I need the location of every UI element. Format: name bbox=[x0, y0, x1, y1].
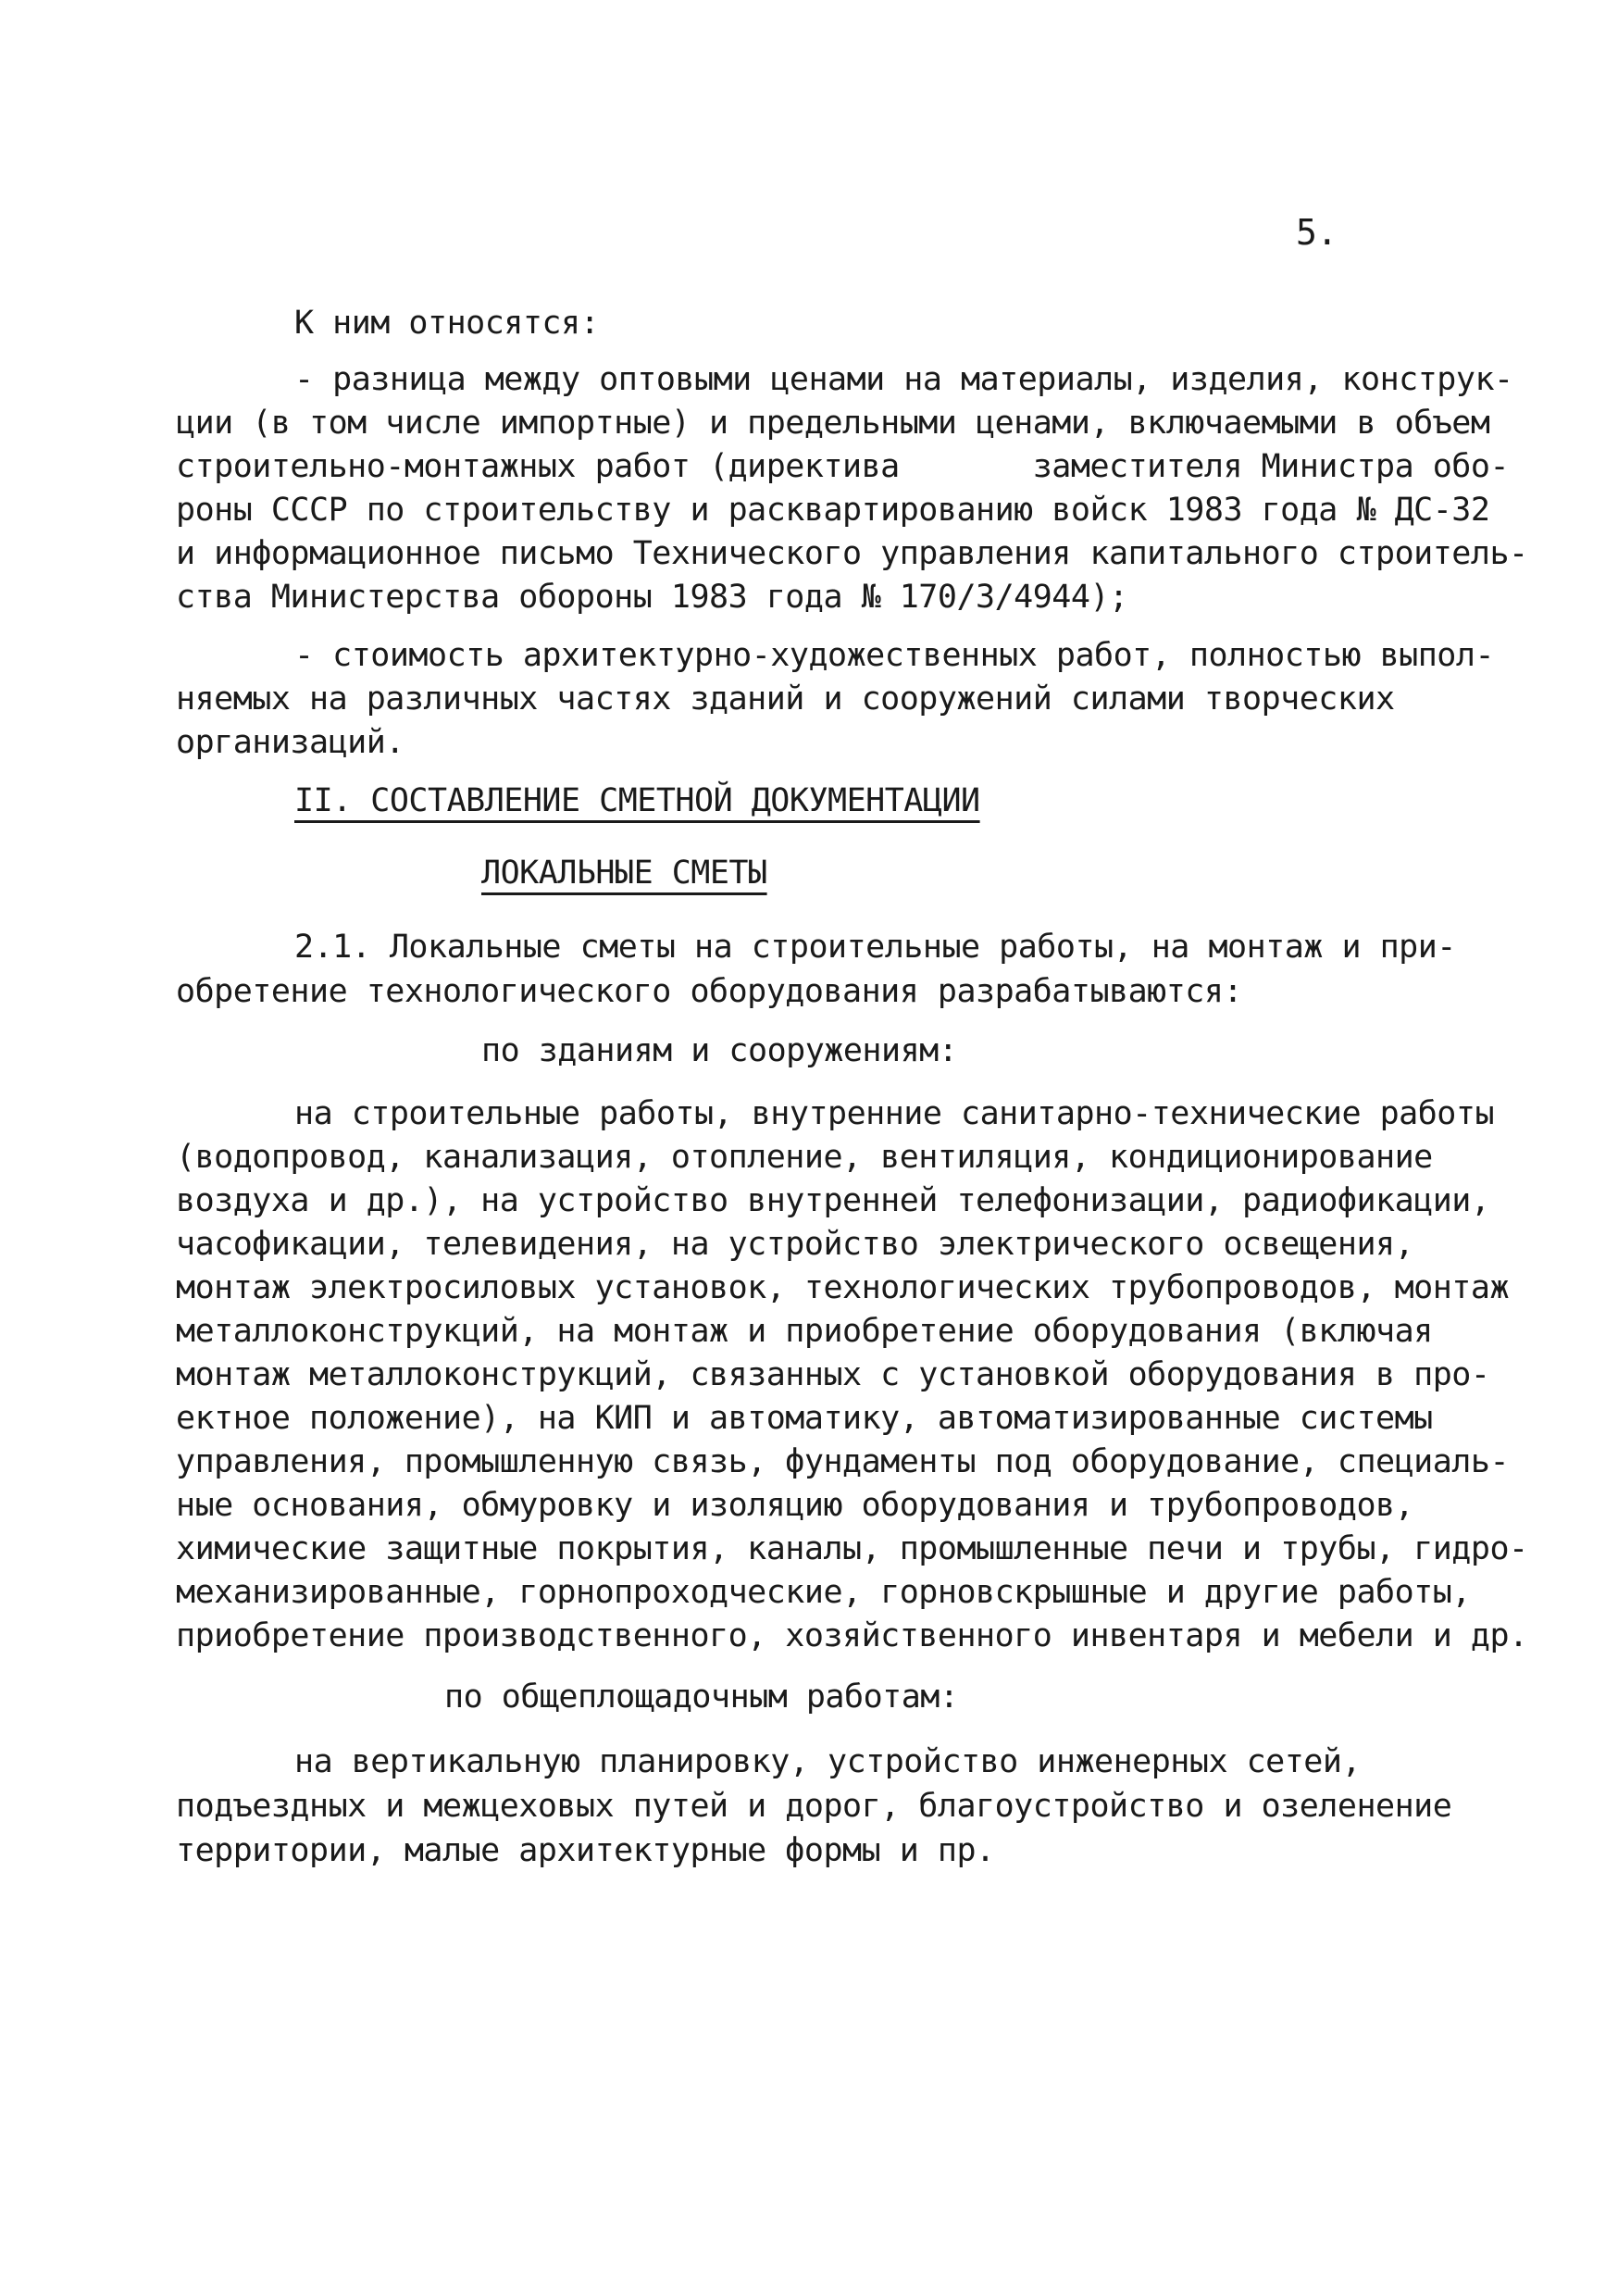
buildings-line: (водопровод, канализация, отопление, вентиляция, кондиционирование bbox=[176, 1139, 1433, 1176]
intro-text: К ним относятся: bbox=[294, 305, 600, 342]
item1-line: ства Министерства обороны 1983 года № 170/3/4944); bbox=[176, 579, 1128, 616]
sitewide-line: подъездных и межцеховых путей и дорог, благоустройство и озеленение bbox=[176, 1788, 1452, 1825]
item1-line: и информационное письмо Технического управления капитального строитель- bbox=[176, 535, 1528, 572]
buildings-line: ектное положение), на КИП и автоматику, автоматизированные системы bbox=[176, 1400, 1433, 1437]
buildings-line: химические защитные покрытия, каналы, промышленные печи и трубы, гидро- bbox=[176, 1530, 1528, 1567]
buildings-line: ные основания, обмуровку и изоляцию оборудования и трубопроводов, bbox=[176, 1487, 1414, 1524]
buildings-line: управления, промышленную связь, фундаменты под оборудование, специаль- bbox=[176, 1443, 1510, 1480]
item1-line: ции (в том числе импортные) и предельными ценами, включаемыми в объем bbox=[176, 405, 1490, 442]
buildings-line: монтаж металлоконструкций, связанных с установкой оборудования в про- bbox=[176, 1356, 1490, 1393]
para-2-1-line: 2.1. Локальные сметы на строительные работы, на монтаж и при- bbox=[294, 929, 1456, 966]
buildings-line: механизированные, горнопроходческие, горновскрышные и другие работы, bbox=[176, 1574, 1471, 1611]
buildings-line: на строительные работы, внутренние санитарно-технические работы bbox=[294, 1095, 1495, 1132]
item1-line: роны СССР по строительству и расквартированию войск 1983 года № ДС-32 bbox=[176, 492, 1490, 529]
buildings-line: приобретение производственного, хозяйственного инвентаря и мебели и др. bbox=[176, 1617, 1528, 1654]
item2-line: няемых на различных частях зданий и сооружений силами творческих bbox=[176, 680, 1395, 718]
para-2-1-line: обретение технологического оборудования разрабатываются: bbox=[176, 973, 1243, 1010]
subheading: ЛОКАЛЬНЫЕ СМЕТЫ bbox=[481, 855, 767, 892]
buildings-line: воздуха и др.), на устройство внутренней телефонизации, радиофикации, bbox=[176, 1182, 1490, 1219]
buildings-line: монтаж электросиловых установок, технологических трубопроводов, монтаж bbox=[176, 1269, 1510, 1306]
item2-line: - стоимость архитектурно-художественных работ, полностью выпол- bbox=[294, 637, 1495, 674]
item1-line: - разница между оптовыми ценами на материалы, изделия, конструк- bbox=[294, 361, 1513, 398]
item1-line: строительно-монтажных работ (директива заместителя Министра обо- bbox=[176, 448, 1510, 485]
sitewide-line: территории, малые архитектурные формы и пр. bbox=[176, 1832, 995, 1869]
buildings-line: металлоконструкций, на монтаж и приобретение оборудования (включая bbox=[176, 1313, 1433, 1350]
section-heading: II. СОСТАВЛЕНИЕ СМЕТНОЙ ДОКУМЕНТАЦИИ bbox=[294, 782, 980, 819]
buildings-heading: по зданиям и сооружениям: bbox=[481, 1032, 958, 1069]
page-number: 5. bbox=[1296, 212, 1338, 253]
sitewide-heading: по общеплощадочным работам: bbox=[444, 1678, 959, 1716]
buildings-line: часофикации, телевидения, на устройство электрического освещения, bbox=[176, 1226, 1414, 1263]
item2-line: организаций. bbox=[176, 724, 404, 761]
sitewide-line: на вертикальную планировку, устройство инженерных сетей, bbox=[294, 1743, 1362, 1780]
